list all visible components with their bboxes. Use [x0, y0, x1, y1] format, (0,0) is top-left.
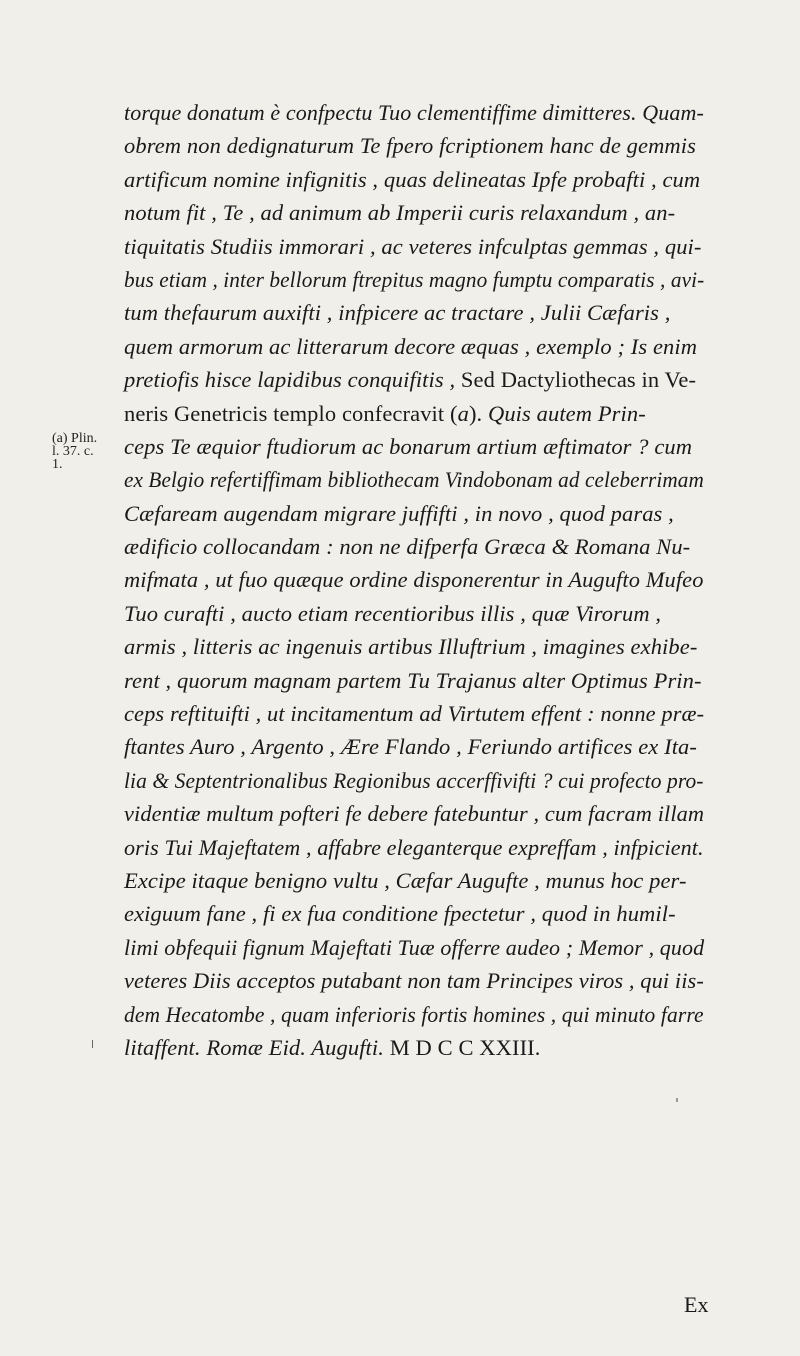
marginal-citation: [52, 432, 97, 471]
text-segment: torque donatum è confpectu Tuo clementiffime dimitteres. Quam-: [124, 100, 704, 125]
text-segment: oris Tui Majeftatem , affabre eleganterque expreffam , infpicient.: [124, 834, 704, 860]
text-segment: dem Hecatombe , quam inferioris fortis homines , qui minuto farre: [124, 1001, 704, 1027]
text-line: [124, 563, 702, 596]
text-segment: Cæfaream augendam migrare juffifti , in novo , quod paras ,: [124, 500, 674, 526]
text-segment: quem armorum ac litterarum decore æquas , exemplo ; Is enim: [124, 333, 698, 359]
text-segment: bus etiam , inter bellorum ftrepitus magno fumptu comparatis , avi-: [124, 266, 705, 292]
marginal-citation-line: (a) Plin.: [52, 431, 98, 446]
text-segment: M D C C XXIII.: [389, 1034, 541, 1060]
text-segment: videntiæ multum pofteri fe debere fatebuntur , cum facram illam: [124, 801, 705, 827]
text-segment: limi obfequii fignum Majeftati Tuæ offerre audeo ; Memor , quod: [124, 934, 705, 960]
text-line: [124, 330, 704, 363]
text-line: [124, 664, 704, 697]
text-segment: ædificio collocandam : non ne difperfa Græca & Romana Nu-: [124, 534, 691, 560]
ink-mark: [676, 1098, 678, 1102]
text-line: [124, 697, 705, 730]
text-segment: ).: [468, 400, 488, 426]
text-segment: ceps reftituifti , ut incitamentum ad Virtutem effent : nonne præ-: [124, 701, 705, 727]
text-segment: notum fit , Te , ad animum ab Imperii curis relaxandum , an-: [124, 200, 676, 226]
text-line: [124, 931, 705, 964]
text-segment: pretiofis hisce lapidibus conquifitis ,: [124, 367, 461, 393]
text-line: [124, 397, 704, 430]
text-segment: Sed Dactyliothecas in Ve-: [460, 367, 697, 393]
text-line: [124, 296, 704, 329]
text-line: [124, 430, 704, 463]
text-segment: rent , quorum magnam partem Tu Trajanus alter Optimus Prin-: [124, 667, 702, 693]
text-segment: armis , litteris ac ingenuis artibus Illuftrium , imagines exhibe-: [124, 634, 698, 660]
text-segment: exiguum fane , fi ex fua conditione fpectetur , quod in humil-: [124, 901, 676, 927]
marginal-citation-line: 1.: [52, 457, 63, 472]
text-line: [124, 96, 704, 129]
text-line: [124, 263, 705, 296]
text-line: [124, 463, 704, 496]
text-segment: ftantes Auro , Argento , Ære Flando , Feriundo artifices ex Ita-: [124, 734, 697, 760]
text-segment: artificum nomine infignitis , quas delineatas Ipfe probafti , cum: [124, 166, 701, 192]
text-line: [124, 196, 704, 229]
text-line: [124, 630, 704, 663]
marginal-citation-line: l. 37. c.: [52, 444, 94, 459]
dedication-text: [124, 96, 704, 1064]
text-line: [124, 497, 704, 530]
text-segment: a: [457, 400, 469, 426]
text-line: [124, 831, 704, 864]
ink-mark: [92, 1040, 93, 1048]
text-line: [124, 764, 704, 797]
text-line: [124, 864, 704, 897]
text-segment: veteres Diis acceptos putabant non tam Principes viros , qui iis-: [124, 968, 704, 994]
text-line: [124, 964, 704, 997]
text-segment: Tuo curafti , aucto etiam recentioribus illis , quæ Virorum ,: [124, 600, 662, 626]
text-line: [124, 730, 704, 763]
text-segment: neris Genetricis templo confecravit (: [124, 400, 458, 426]
text-segment: litaffent. Romæ Eid. Augufti.: [124, 1034, 390, 1060]
text-segment: obrem non dedignaturum Te fpero fcriptionem hanc de gemmis: [124, 133, 696, 159]
text-segment: ceps Te æquior ftudiorum ac bonarum artium æftimator ? cum: [124, 433, 693, 459]
text-line: [124, 163, 704, 196]
catchword: Ex: [684, 1292, 709, 1317]
text-segment: Excipe itaque benigno vultu , Cæfar Augufte , munus hoc per-: [124, 867, 687, 893]
text-line: [124, 129, 704, 162]
text-line: [124, 230, 704, 263]
text-line: [124, 1031, 704, 1064]
text-segment: tum thefaurum auxifti , infpicere ac tractare , Julii Cæfaris ,: [124, 300, 671, 326]
text-segment: lia & Septentrionalibus Regionibus accerffivifti ? cui profecto pro-: [124, 767, 704, 793]
text-line: [124, 363, 704, 396]
text-segment: mifmata , ut fuo quæque ordine disponerentur in Augufto Mufeo: [124, 567, 704, 593]
text-segment: tiquitatis Studiis immorari , ac veteres infculptas gemmas , qui-: [124, 233, 702, 259]
text-segment: ex Belgio refertiffimam bibliothecam Vindobonam ad celeberrimam: [124, 467, 704, 493]
text-segment: Quis autem Prin-: [487, 400, 646, 426]
text-line: [124, 797, 705, 830]
text-line: [124, 998, 704, 1031]
text-line: [124, 530, 704, 563]
text-line: [124, 597, 704, 630]
text-line: [124, 897, 704, 930]
